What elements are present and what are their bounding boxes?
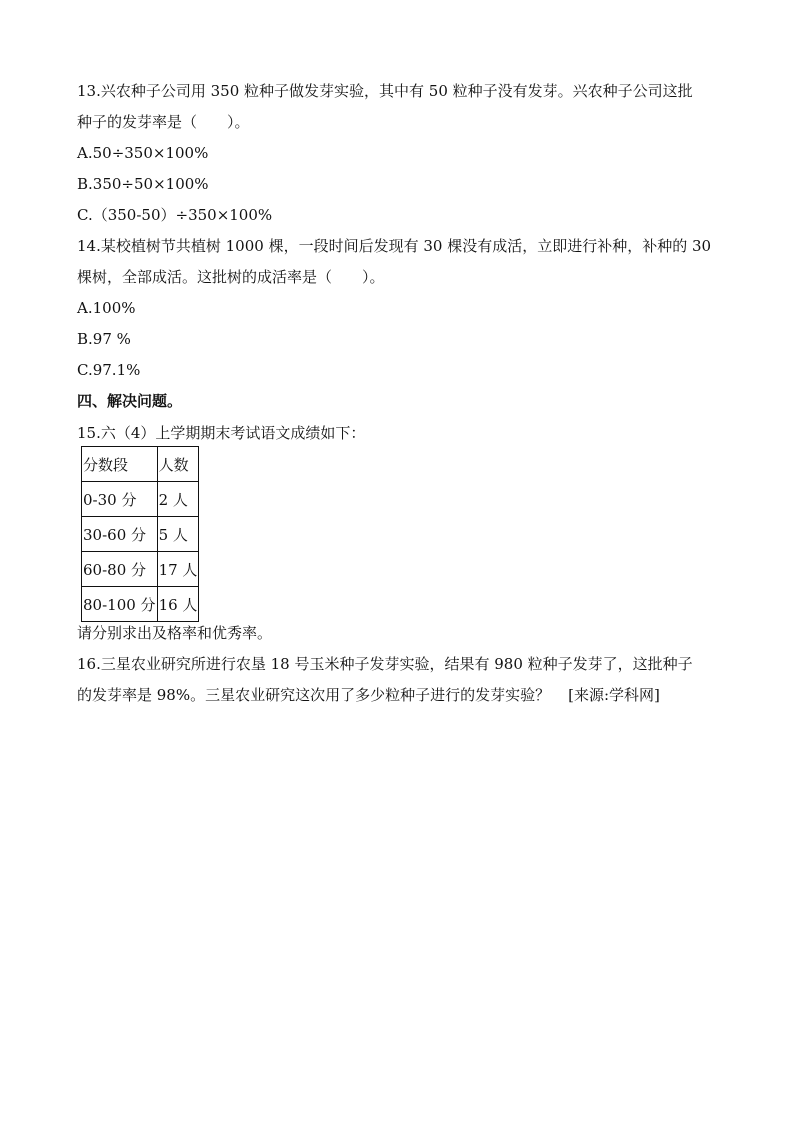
worksheet-page <box>77 80 717 706</box>
question-13-option-b: B.350÷50×100% <box>77 175 209 193</box>
table-cell-range: 60-80 分 <box>82 552 158 587</box>
question-13-text-line2: 种子的发芽率是（ ）。 <box>77 113 250 131</box>
table-row <box>82 482 199 517</box>
question-16-text-line2 <box>77 684 717 706</box>
question-15-intro: 15.六（4）上学期期末考试语文成绩如下： <box>77 424 366 442</box>
question-15 <box>77 422 717 644</box>
question-16-text-line1: 16.三星农业研究所进行农垦 18 号玉米种子发芽实验，结果有 980 粒种子发芽了，这批种子 <box>77 655 693 673</box>
source-note: [来源:学科网] <box>568 686 660 704</box>
question-13-text-line1: 13.兴农种子公司用 350 粒种子做发芽实验，其中有 50 粒种子没有发芽。兴农种子公司这批 <box>77 82 693 100</box>
table-cell-range: 30-60 分 <box>82 517 158 552</box>
table-cell-count: 16 人 <box>157 587 199 622</box>
score-table <box>81 446 199 622</box>
question-14-option-a: A.100% <box>77 299 136 317</box>
table-row <box>82 587 199 622</box>
question-14 <box>77 235 717 381</box>
table-row <box>82 517 199 552</box>
table-cell-count: 17 人 <box>157 552 199 587</box>
question-14-text-line1: 14.某校植树节共植树 1000 棵，一段时间后发现有 30 棵没有成活，立即进行补种，补种的 30 <box>77 237 712 255</box>
table-header-row <box>82 447 199 482</box>
section-title: 四、解决问题。 <box>77 392 183 410</box>
question-14-option-c: C.97.1% <box>77 361 141 379</box>
table-header-score-range: 分数段 <box>82 447 158 482</box>
table-row <box>82 552 199 587</box>
question-14-option-b: B.97 % <box>77 330 131 348</box>
question-15-prompt: 请分别求出及格率和优秀率。 <box>77 624 273 642</box>
table-cell-range: 0-30 分 <box>82 482 158 517</box>
question-13-option-c: C.（350-50）÷350×100% <box>77 206 273 224</box>
question-16 <box>77 653 717 706</box>
table-cell-count: 5 人 <box>157 517 199 552</box>
table-cell-range: 80-100 分 <box>82 587 158 622</box>
question-13-option-a: A.50÷350×100% <box>77 144 209 162</box>
question-13 <box>77 80 717 226</box>
table-cell-count: 2 人 <box>157 482 199 517</box>
question-16-text-line2-body: 的发芽率是 98%。三星农业研究这次用了多少粒种子进行的发芽实验？ <box>77 686 551 704</box>
table-header-count: 人数 <box>157 447 199 482</box>
question-14-text-line2: 棵树，全部成活。这批树的成活率是（ ）。 <box>77 268 385 286</box>
